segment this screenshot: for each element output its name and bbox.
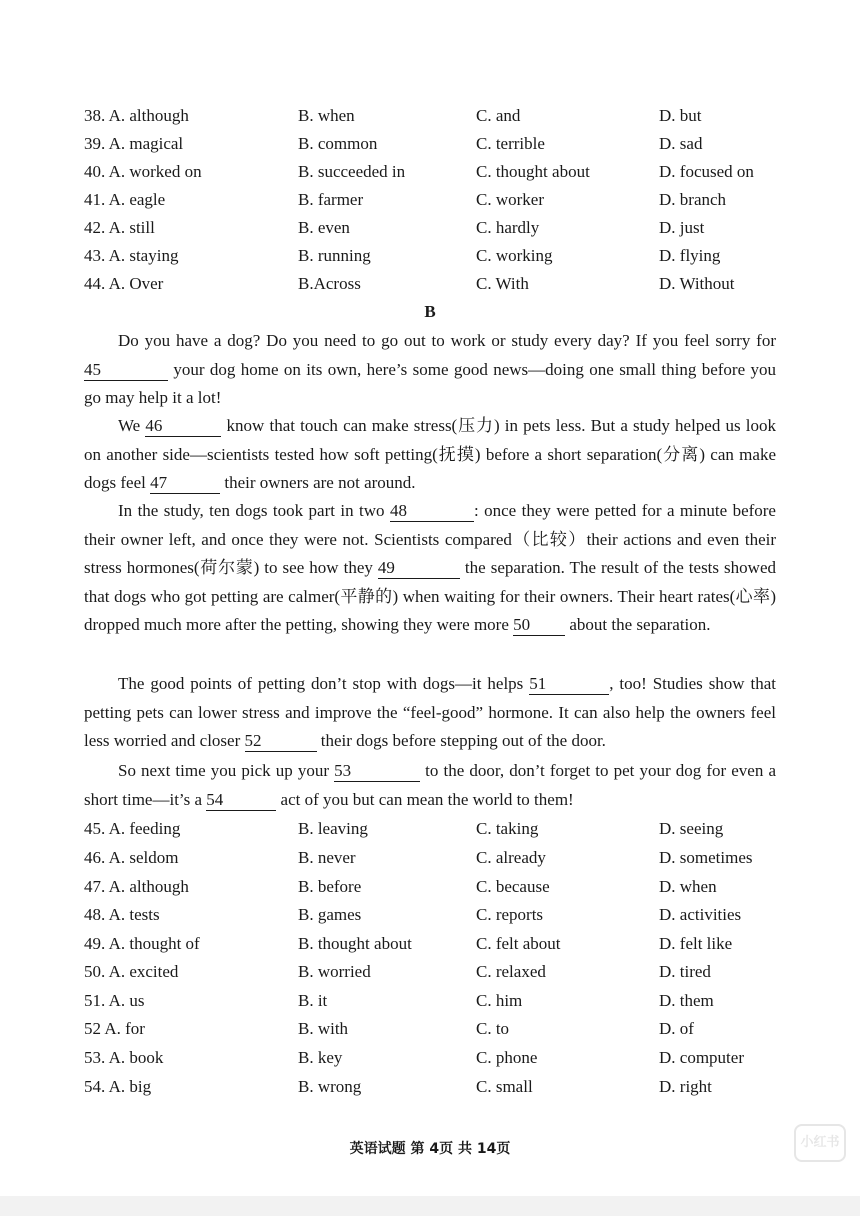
option-row-40 bbox=[84, 158, 804, 186]
option-b: B. with bbox=[298, 1019, 349, 1038]
option-d: D. branch bbox=[659, 190, 727, 209]
blank-47: 47 bbox=[150, 473, 220, 494]
option-row-39 bbox=[84, 130, 804, 158]
option-a: 44. A. Over bbox=[84, 274, 164, 293]
passage-paragraph-1: Do you have a dog? Do you need to go out to work or study every day? If you feel sorry for 45 your dog home on its own, here’s some good news—doing one small thing before you go may help it a lot! bbox=[84, 331, 776, 408]
option-row-44 bbox=[84, 270, 804, 298]
option-c: C. With bbox=[476, 274, 529, 293]
option-c: C. to bbox=[476, 1019, 510, 1038]
option-c: C. worker bbox=[476, 190, 544, 209]
option-a: 52 A. for bbox=[84, 1019, 145, 1038]
option-row-50 bbox=[84, 958, 804, 986]
blank-49: 49 bbox=[378, 558, 460, 579]
option-d: D. tired bbox=[659, 962, 711, 981]
option-c: C. hardly bbox=[476, 218, 540, 237]
option-a: 50. A. excited bbox=[84, 962, 179, 981]
option-a: 40. A. worked on bbox=[84, 162, 202, 181]
blank-50: 50 bbox=[513, 615, 565, 636]
option-row-54 bbox=[84, 1073, 804, 1101]
option-b: B. when bbox=[298, 106, 355, 125]
page-footer: 英语试题 第 4页 共 14页 bbox=[349, 1141, 511, 1157]
option-d: D. sometimes bbox=[659, 848, 753, 867]
option-b: B. running bbox=[298, 246, 371, 265]
option-a: 45. A. feeding bbox=[84, 819, 181, 838]
option-b: B. wrong bbox=[298, 1077, 362, 1096]
option-d: D. when bbox=[659, 877, 717, 896]
option-row-45 bbox=[84, 815, 804, 843]
option-row-53 bbox=[84, 1044, 804, 1072]
passage-paragraph-3: In the study, ten dogs took part in two 48 : once they were petted for a minute before their owner left, and once they were not. Scientists compared（比较）their actions and even their stress hormones(荷尔蒙) to see how they 49 the separation. The result of the tests showed that dogs who got petting are calmer(平静的) when waiting for their owners. Their heart rates(心率) dropped much more after the petting, showing they were more 50 about the separation. bbox=[84, 501, 776, 635]
option-a: 42. A. still bbox=[84, 218, 155, 237]
option-a: 49. A. thought of bbox=[84, 934, 200, 953]
option-b: B. even bbox=[298, 218, 350, 237]
option-c: C. working bbox=[476, 246, 553, 265]
option-d: D. focused on bbox=[659, 162, 754, 181]
option-a: 51. A. us bbox=[84, 991, 145, 1010]
option-b: B. it bbox=[298, 991, 328, 1010]
option-b: B.Across bbox=[298, 274, 361, 293]
passage-paragraph-2: We 46 know that touch can make stress(压力) in pets less. But a study helped us look on another side—scientists tested how soft petting(抚摸) before a short separation(分离) can make dogs feel 47 their owners are not around. bbox=[84, 416, 776, 493]
option-row-51 bbox=[84, 987, 804, 1015]
watermark-logo: 小红书 bbox=[794, 1124, 846, 1162]
option-row-52 bbox=[84, 1015, 804, 1043]
option-c: C. terrible bbox=[476, 134, 545, 153]
option-c: C. felt about bbox=[476, 934, 561, 953]
option-c: C. thought about bbox=[476, 162, 590, 181]
option-row-43 bbox=[84, 242, 804, 270]
section-title: B bbox=[424, 302, 436, 321]
option-c: C. and bbox=[476, 106, 521, 125]
option-c: C. reports bbox=[476, 905, 544, 924]
option-row-49 bbox=[84, 930, 804, 958]
blank-48: 48 bbox=[390, 501, 474, 522]
option-b: B. games bbox=[298, 905, 362, 924]
option-d: D. right bbox=[659, 1077, 712, 1096]
option-c: C. already bbox=[476, 848, 546, 867]
option-b: B. farmer bbox=[298, 190, 364, 209]
blank-51: 51 bbox=[529, 674, 609, 695]
option-a: 46. A. seldom bbox=[84, 848, 179, 867]
option-row-48 bbox=[84, 901, 804, 929]
option-b: B. common bbox=[298, 134, 378, 153]
scan-edge bbox=[0, 1196, 860, 1216]
option-a: 47. A. although bbox=[84, 877, 189, 896]
option-a: 48. A. tests bbox=[84, 905, 160, 924]
option-d: D. computer bbox=[659, 1048, 744, 1067]
option-c: C. him bbox=[476, 991, 523, 1010]
option-b: B. before bbox=[298, 877, 362, 896]
option-d: D. Without bbox=[659, 274, 735, 293]
option-a: 41. A. eagle bbox=[84, 190, 166, 209]
option-row-41 bbox=[84, 186, 804, 214]
option-d: D. felt like bbox=[659, 934, 733, 953]
option-d: D. flying bbox=[659, 246, 721, 265]
option-b: B. never bbox=[298, 848, 356, 867]
option-a: 43. A. staying bbox=[84, 246, 179, 265]
option-d: D. of bbox=[659, 1019, 694, 1038]
option-row-42 bbox=[84, 214, 804, 242]
option-d: D. seeing bbox=[659, 819, 724, 838]
blank-52: 52 bbox=[245, 731, 317, 752]
option-row-38 bbox=[84, 102, 804, 130]
option-c: C. small bbox=[476, 1077, 533, 1096]
option-a: 38. A. although bbox=[84, 106, 189, 125]
option-c: C. relaxed bbox=[476, 962, 546, 981]
blank-53: 53 bbox=[334, 761, 420, 782]
option-d: D. them bbox=[659, 991, 714, 1010]
option-a: 53. A. book bbox=[84, 1048, 164, 1067]
option-a: 54. A. big bbox=[84, 1077, 152, 1096]
option-c: C. phone bbox=[476, 1048, 538, 1067]
option-b: B. leaving bbox=[298, 819, 368, 838]
option-b: B. worried bbox=[298, 962, 371, 981]
blank-45: 45 bbox=[84, 360, 168, 381]
option-a: 39. A. magical bbox=[84, 134, 184, 153]
option-c: C. because bbox=[476, 877, 550, 896]
option-d: D. sad bbox=[659, 134, 703, 153]
option-c: C. taking bbox=[476, 819, 539, 838]
passage-paragraph-4: The good points of petting don’t stop with dogs—it helps 51 , too! Studies show that petting pets can lower stress and improve the “feel-good” hormone. It can also help the owners feel less worried and closer 52 their dogs before stepping out of the door. bbox=[84, 674, 777, 751]
option-b: B. succeeded in bbox=[298, 162, 406, 181]
option-d: D. just bbox=[659, 218, 705, 237]
option-d: D. but bbox=[659, 106, 702, 125]
option-row-46 bbox=[84, 844, 804, 872]
option-b: B. key bbox=[298, 1048, 343, 1067]
passage-paragraph-5: So next time you pick up your 53 to the door, don’t forget to pet your dog for even a short time—it’s a 54 act of you but can mean the world to them! bbox=[84, 761, 776, 809]
blank-54: 54 bbox=[206, 790, 276, 811]
option-d: D. activities bbox=[659, 905, 742, 924]
option-row-47 bbox=[84, 873, 804, 901]
option-b: B. thought about bbox=[298, 934, 412, 953]
blank-46: 46 bbox=[145, 416, 221, 437]
